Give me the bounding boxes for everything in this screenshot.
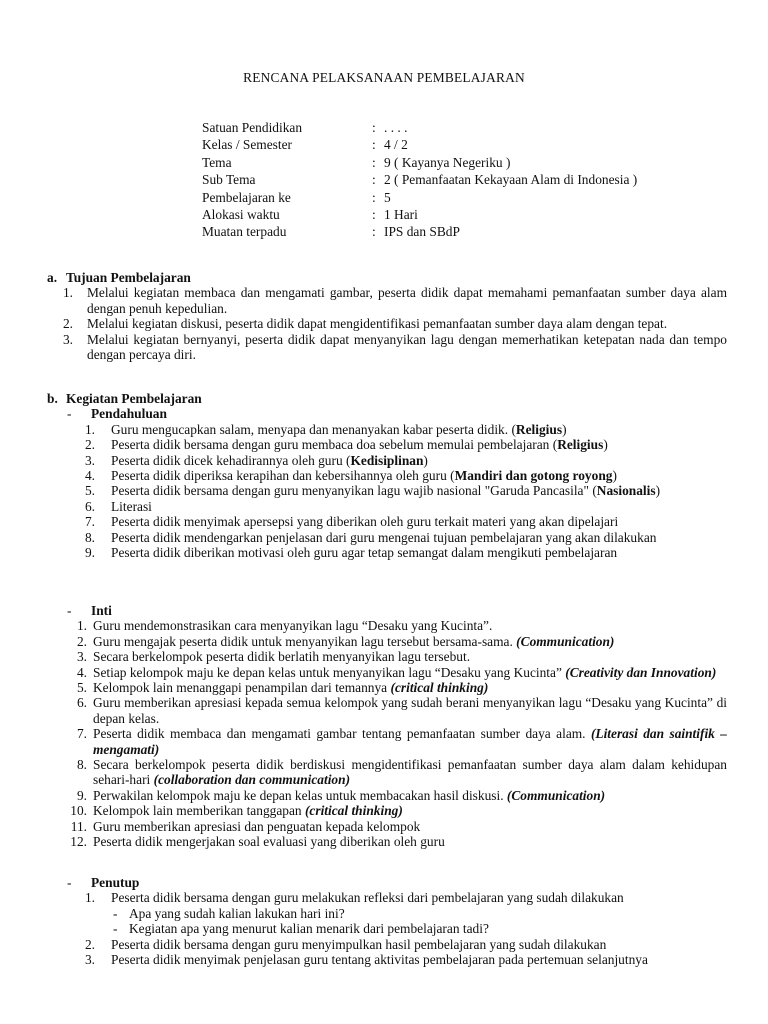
item-text [93,757,727,788]
item-text [111,499,727,514]
item-number: 10. [70,803,87,819]
item-text [111,483,727,498]
list-item [57,453,727,468]
list-item [57,483,727,498]
item-text [93,788,727,803]
item-text [93,819,727,834]
item-number: 7. [76,726,87,742]
item-number: 8. [76,757,87,773]
list-item [57,757,727,788]
character-tag: Kedisiplinan [350,452,424,468]
item-text [93,695,727,726]
item-text [111,468,727,483]
identity-label: Muatan terpadu [202,224,287,240]
item-body: Peserta didik menyimak apersepsi yang diberikan oleh guru terkait materi yang akan dipelajari [111,514,619,530]
section-marker: b. [47,391,58,406]
identity-value: 1 Hari [384,206,418,222]
dash-marker: - [67,875,72,890]
list-item [57,726,727,757]
item-body: Peserta didik mengerjakan soal evaluasi yang diberikan oleh guru [93,834,445,850]
identity-label: Tema [202,154,232,170]
list-item [57,819,727,834]
list-item [57,788,727,803]
list-item [57,530,727,545]
item-number: 2. [76,633,87,649]
item-body: Guru mengajak peserta didik untuk menyanyikan lagu tersebut bersama-sama. [93,633,517,649]
inti-list [57,618,727,849]
sub-text: Apa yang sudah kalian lakukan hari ini? [129,905,345,921]
section-title: Tujuan Pembelajaran [66,270,191,285]
close-paren: ) [655,483,661,499]
close-paren: ) [612,468,617,484]
item-text [93,649,727,664]
item-text [111,530,727,545]
item-number: 3. [84,452,95,468]
section-tujuan [47,270,727,362]
list-item [57,422,727,437]
identity-label: Alokasi waktu [202,206,280,222]
close-paren: ) [603,437,608,453]
subsection-heading [57,875,727,890]
identity-row [202,137,637,154]
list-item [57,649,727,664]
character-tag: Nasionalis [596,483,656,499]
identity-colon: : [372,206,376,222]
item-number: 1. [84,890,95,906]
document-title: RENCANA PELAKSANAAN PEMBELAJARAN [243,70,525,85]
item-text [93,665,727,680]
item-text [93,634,727,649]
section-kegiatan [47,391,727,560]
item-body: Kelompok lain memberikan tanggapan [93,803,305,819]
identity-value: 4 / 2 [384,137,408,153]
item-text [111,545,727,560]
list-item [57,545,727,560]
item-number: 3. [76,649,87,665]
list-item [57,499,727,514]
identity-label: Satuan Pendidikan [202,120,303,135]
item-text [111,422,727,437]
item-body: Guru mengucapkan salam, menyapa dan menanyakan kabar peserta didik. ( [111,421,516,437]
item-number: 11. [70,818,87,834]
item-number: 1. [84,421,95,437]
identity-colon: : [372,154,376,170]
section-heading [47,391,727,406]
pendahuluan-list [57,422,727,561]
item-text: Melalui kegiatan diskusi, peserta didik dapat mengidentifikasi pemanfaatan sumber daya alam dengan tepat. [87,316,668,332]
item-body: Peserta didik bersama dengan guru membaca doa sebelum memulai pembelajaran ( [111,437,558,453]
item-body: Setiap kelompok maju ke depan kelas untuk menyanyikan lagu “Desaku yang Kucinta” [93,664,566,680]
skill-tag: (critical thinking) [390,680,489,696]
item-row [57,937,727,952]
item-number: 1. [62,285,73,301]
list-item [57,437,727,452]
skill-tag: (Creativity dan Innovation) [565,664,717,680]
identity-row [202,207,637,224]
subsection-heading [57,603,727,618]
list-item [57,316,727,331]
subsection-penutup [57,875,727,967]
subsection-pendahuluan [57,406,727,560]
item-number: 5. [76,680,87,696]
item-number: 4. [76,664,87,680]
item-body: Peserta didik bersama dengan guru menyanyikan lagu wajib nasional "Garuda Pancasila" ( [111,483,597,499]
item-number: 8. [84,529,95,545]
list-item [57,680,727,695]
identity-label: Kelas / Semester [202,137,292,153]
list-item [57,665,727,680]
list-item [57,937,727,952]
section-marker: a. [47,270,58,285]
tujuan-list [57,285,727,362]
item-number: 2. [84,936,95,952]
identity-value: IPS dan SBdP [384,224,460,240]
skill-tag: (Communication) [516,633,615,649]
identity-colon: : [372,120,376,135]
dash-marker: - [67,603,72,618]
list-item [57,834,727,849]
sub-item [57,906,727,921]
subsection-title: Penutup [91,875,140,890]
close-paren: ) [423,452,428,468]
item-text: Melalui kegiatan bernyanyi, peserta didik dapat menyanyikan lagu dengan memerhatikan ketepatan nada dan tempo dengan percaya diri. [87,331,727,363]
subsection-inti [57,603,727,850]
section-title: Kegiatan Pembelajaran [66,391,202,406]
item-body: Secara berkelompok peserta didik berlatih menyanyikan lagu tersebut. [93,649,471,665]
item-body: Peserta didik membaca dan mengamati gambar tentang pemanfaatan sumber daya alam. [93,726,591,742]
item-text [93,618,727,633]
character-tag: Mandiri dan gotong royong [454,468,613,484]
identity-row [202,224,637,241]
item-body: Peserta didik mendengarkan penjelasan dari guru mengenai tujuan pembelajaran yang akan dilakukan [111,529,657,545]
dash-marker: - [67,406,72,422]
character-tag: Religius [515,421,563,437]
list-item [57,695,727,726]
identity-value: 2 ( Pemanfaatan Kekayaan Alam di Indonesia ) [384,172,638,188]
sub-item [57,921,727,936]
item-text [111,453,727,468]
item-number: 2. [62,316,73,332]
list-item [57,952,727,967]
item-body: Guru memberikan apresiasi dan penguatan kepada kelompok [93,818,421,834]
item-body: Literasi [111,498,152,514]
identity-value: . . . . [384,120,408,135]
penutup-list [57,890,727,967]
identity-colon: : [372,189,376,205]
subsection-title: Pendahuluan [91,406,167,422]
item-body: Peserta didik dicek kehadirannya oleh guru ( [111,452,351,468]
sub-dash: - [113,921,118,937]
item-body: Guru mendemonstrasikan cara menyanyikan lagu “Desaku yang Kucinta”. [93,618,493,634]
section-inti-wrap [47,603,727,850]
item-body: Perwakilan kelompok maju ke depan kelas untuk membacakan hasil diskusi. [93,787,507,803]
item-number: 7. [84,514,95,530]
item-body: Kelompok lain menanggapi penampilan dari temannya [93,680,391,696]
list-item [57,890,727,936]
sub-dash: - [113,905,118,921]
item-row [57,952,727,967]
list-item [57,634,727,649]
item-number: 9. [76,787,87,803]
identity-row [202,155,637,172]
item-number: 2. [84,437,95,453]
item-body: Secara berkelompok peserta didik berdiskusi mengidentifikasi pemanfaatan sumber daya alam dalam kehidupan sehari-hari [93,757,727,788]
list-item [57,468,727,483]
identity-row [202,120,637,137]
identity-label: Pembelajaran ke [202,189,291,205]
item-number: 3. [62,331,73,347]
identity-colon: : [372,172,376,188]
skill-tag: (Communication) [506,787,606,803]
item-text [111,437,727,452]
item-text [93,803,727,818]
item-number: 5. [84,483,95,499]
item-number: 6. [76,695,87,711]
item-row [57,890,727,905]
character-tag: Religius [557,437,604,453]
list-item [57,285,727,316]
item-number: 6. [84,498,95,514]
item-body: Peserta didik diperiksa kerapihan dan kebersihannya oleh guru ( [111,468,455,484]
sub-text: Kegiatan apa yang menurut kalian menarik dari pembelajaran tadi? [129,921,489,937]
item-number: 3. [84,952,95,968]
identity-row [202,172,637,189]
item-number: 12. [70,834,87,850]
item-number: 9. [84,545,95,561]
section-penutup-wrap [47,875,727,967]
item-text: Peserta didik menyimak penjelasan guru tentang aktivitas pembelajaran pada pertemuan selanjutnya [111,952,648,968]
item-text [93,680,727,695]
skill-tag: (Literasi dan saintifik – mengamati) [93,726,727,757]
list-item [57,332,727,363]
close-paren: ) [562,421,567,437]
item-number: 4. [84,468,95,484]
identity-label: Sub Tema [202,172,256,188]
identity-value: 9 ( Kayanya Negeriku ) [384,154,511,170]
item-number: 1. [76,618,87,634]
identity-table [202,120,637,242]
item-text: Peserta didik bersama dengan guru menyimpulkan hasil pembelajaran yang sudah dilakukan [111,936,607,952]
identity-colon: : [372,137,376,153]
item-text: Peserta didik bersama dengan guru melakukan refleksi dari pembelajaran yang sudah dilakukan [111,890,624,906]
skill-tag: (collaboration dan communication) [153,772,351,788]
list-item [57,618,727,633]
identity-row [202,190,637,207]
list-item [57,803,727,818]
identity-colon: : [372,224,376,240]
skill-tag: (critical thinking) [304,803,403,819]
item-text [93,726,727,757]
item-text [93,834,727,849]
section-heading [47,270,727,285]
item-body: Guru memberikan apresiasi kepada semua kelompok yang sudah berani menyanyikan lagu “Desaku yang Kucinta” di depan kelas. [93,695,727,726]
item-body: Peserta didik diberikan motivasi oleh guru agar tetap semangat dalam mengikuti pembelajaran [111,545,618,561]
list-item [57,514,727,529]
item-text [111,514,727,529]
item-text: Melalui kegiatan membaca dan mengamati gambar, peserta didik dapat memahami pemanfaatan sumber daya alam dengan penuh kepedulian. [87,285,727,316]
subsection-heading [57,406,727,421]
subsection-title: Inti [91,603,112,618]
identity-value: 5 [384,189,391,205]
